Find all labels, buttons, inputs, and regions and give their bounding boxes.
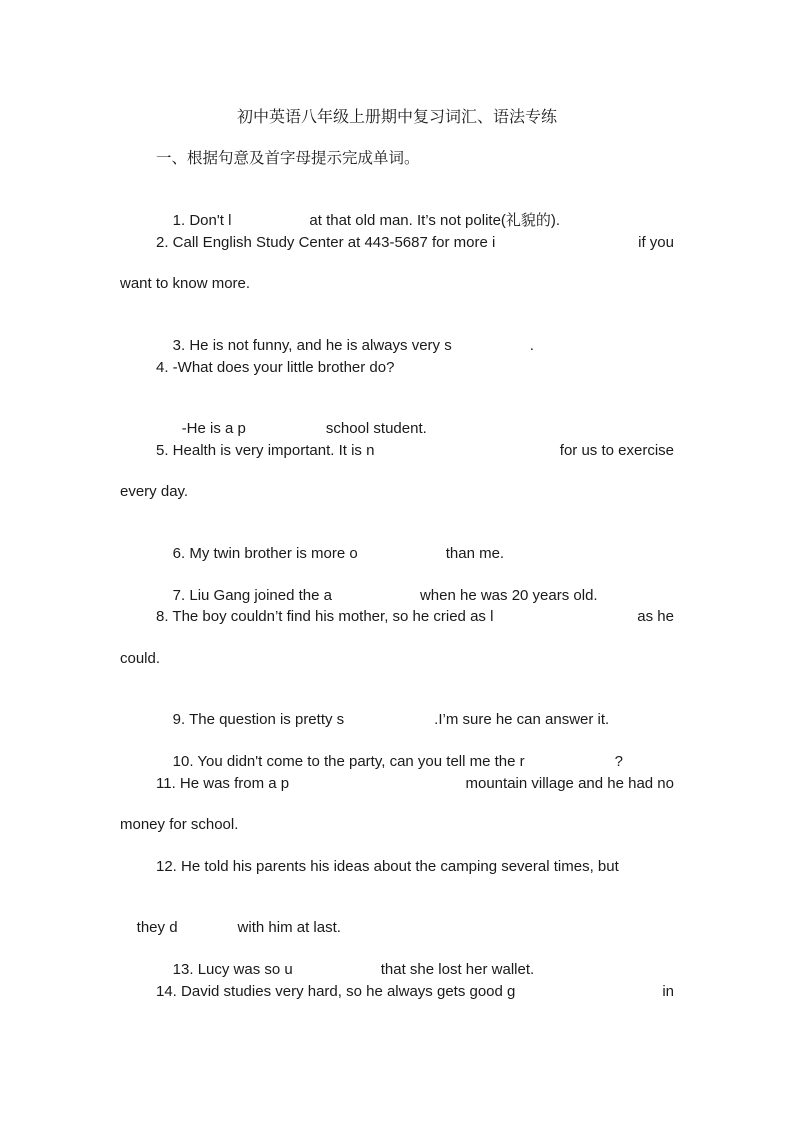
q10-text-a: 10. You didn't come to the party, can you tell me the r — [172, 753, 525, 770]
q14-text-a: 14. David studies very hard, so he always gets good g — [156, 983, 516, 1000]
q3-text-a: 3. He is not funny, and he is always very s — [172, 337, 452, 354]
question-14 — [156, 982, 674, 1002]
question-2 — [156, 233, 674, 253]
question-5-cont: every day. — [120, 483, 189, 500]
q4-text-b: -He is a p — [181, 420, 246, 437]
question-2-cont: want to know more. — [120, 275, 251, 292]
question-11-cont: money for school. — [120, 816, 239, 833]
q2-text-b: if you — [638, 234, 674, 251]
section-heading: 一、根据句意及首字母提示完成单词。 — [156, 149, 420, 167]
page-title: 初中英语八年级上册期中复习词汇、语法专练 — [236, 107, 557, 126]
q3-text-b: . — [529, 337, 534, 354]
q9-text-b: .I’m sure he can answer it. — [434, 711, 610, 728]
q12-text-c: with him at last. — [237, 919, 341, 936]
q9-text-a: 9. The question is pretty s — [172, 711, 345, 728]
q13-text-a: 13. Lucy was so u — [172, 961, 293, 978]
q6-text-b: than me. — [445, 545, 505, 562]
q7-text-a: 7. Liu Gang joined the a — [172, 587, 332, 604]
question-5 — [156, 441, 674, 461]
q8-text-a: 8. The boy couldn’t find his mother, so he cried as l — [156, 608, 494, 625]
q1-text-a: 1. Don't l — [172, 212, 232, 229]
q10-text-b: ? — [614, 753, 623, 770]
q12-text-b: they d — [136, 919, 178, 936]
q6-text-a: 6. My twin brother is more o — [172, 545, 358, 562]
question-11 — [156, 774, 674, 794]
q4-text-c: school student. — [325, 420, 427, 437]
q8-text-b: as he — [637, 608, 674, 625]
q11-text-a: 11. He was from a p — [156, 775, 290, 792]
q11-text-b: mountain village and he had no — [465, 775, 674, 792]
q7-text-b: when he was 20 years old. — [419, 587, 598, 604]
q14-text-b: in — [662, 983, 674, 1000]
question-4: 4. -What does your little brother do? — [156, 359, 395, 376]
q1-text-b: at that old man. It’s not polite(礼貌的). — [309, 212, 561, 229]
q5-text-a: 5. Health is very important. It is n — [156, 442, 375, 459]
q2-text-a: 2. Call English Study Center at 443-5687 for more i — [156, 234, 496, 251]
q13-text-b: that she lost her wallet. — [380, 961, 535, 978]
question-8-cont: could. — [120, 650, 161, 667]
question-8 — [156, 607, 674, 627]
question-12: 12. He told his parents his ideas about the camping several times, but — [156, 858, 619, 875]
q5-text-b: for us to exercise — [559, 442, 674, 459]
